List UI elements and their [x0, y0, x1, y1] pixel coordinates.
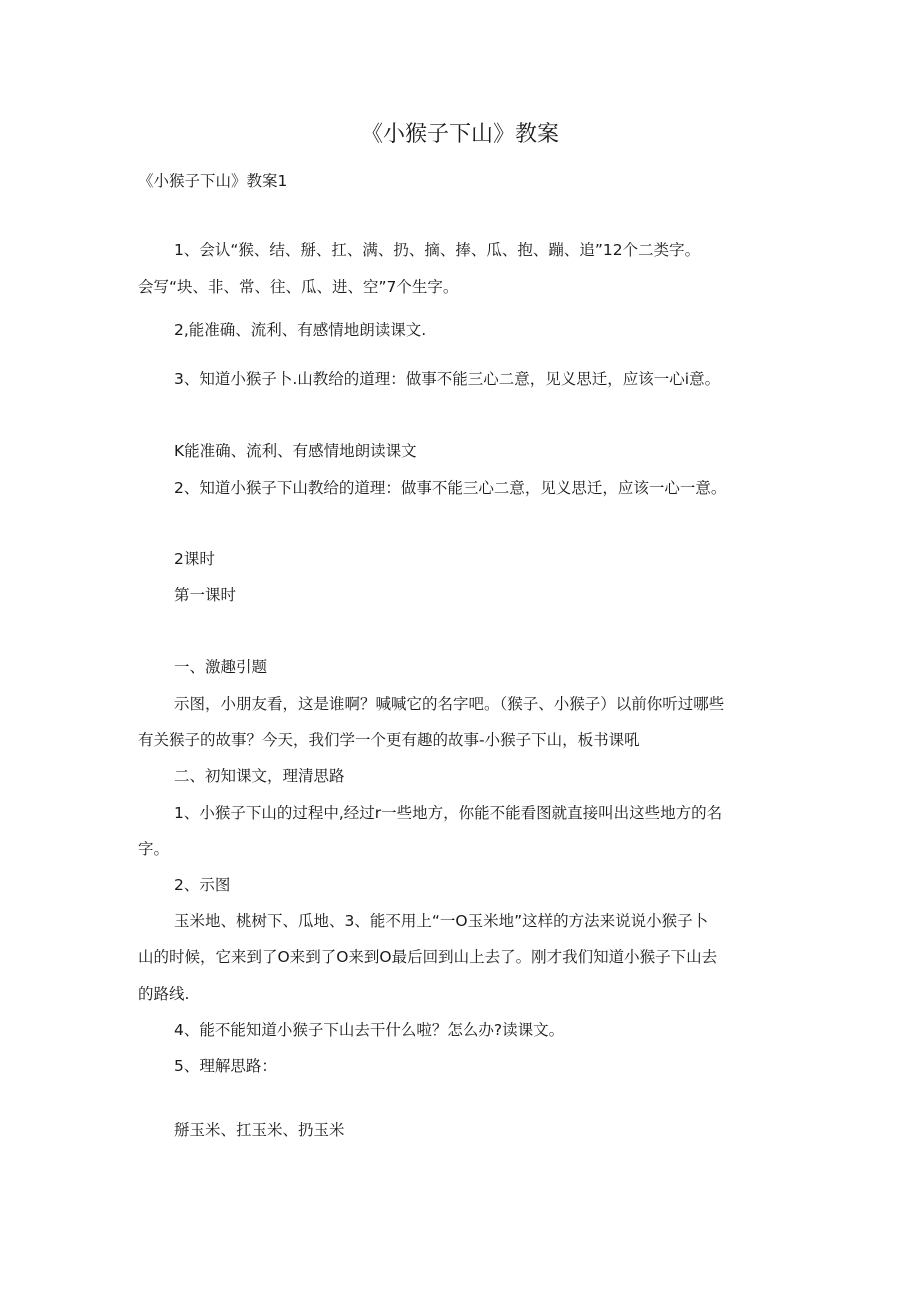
key-point-1: K能准确、流利、有感情地朗读课文 — [174, 442, 417, 460]
objective-3: 3、知道小猴子卜.山教给的道理：做事不能三心二意，见义思迁，应该一心i意。 — [174, 370, 721, 388]
key-point-2: 2、知道小猴子下山教给的道理：做事不能三心二意，见义思迁，应该一心一意。 — [174, 479, 727, 497]
first-lesson-heading: 第一课时 — [174, 586, 237, 604]
section-1-heading: 一、激趣引题 — [174, 658, 268, 676]
document-subtitle: 《小猴子下山》教案1 — [138, 172, 288, 190]
section-2-step-1-line-1: 1、小猴子下山的过程中,经过r一些地方，你能不能看图就直接叫出这些地方的名 — [174, 804, 723, 822]
objective-2: 2,能准确、流利、有感情地朗读课文. — [174, 321, 427, 339]
section-2-step-3-line-1: 玉米地、桃树下、瓜地、3、能不用上“一O玉米地”这样的方法来说说小猴子卜 — [174, 912, 709, 930]
section-2-step-5: 5、理解思路： — [174, 1057, 277, 1075]
section-2-heading: 二、初知课文，理清思路 — [174, 767, 345, 785]
section-1-para-line-1: 示图，小朋友看，这是谁啊？喊喊它的名字吧。（猴子、小猴子）以前你听过哪些 — [174, 695, 725, 713]
section-2-step-3-line-2: 山的时候，它来到了O来到了O来到O最后回到山上去了。刚才我们知道小猴子下山去 — [138, 948, 718, 966]
document-title: 《小猴子下山》教案 — [360, 122, 559, 147]
section-2-step-2: 2、示图 — [174, 876, 231, 894]
section-2-actions: 掰玉米、扛玉米、扔玉米 — [174, 1121, 345, 1139]
objective-1-line-2: 会写“块、非、常、往、瓜、进、空”7个生字。 — [138, 278, 459, 296]
section-2-step-1-line-2: 字。 — [138, 840, 170, 858]
section-1-para-line-2: 有关猴子的故事？今天，我们学一个更有趣的故事-小猴子下山，板书课吼 — [138, 731, 640, 749]
section-2-step-4: 4、能不能知道小猴子下山去干什么啦？怎么办?读课文。 — [174, 1021, 565, 1039]
section-2-step-3-line-3: 的路线. — [138, 985, 190, 1003]
objective-1-line-1: 1、会认“猴、结、掰、扛、满、扔、摘、捧、瓜、抱、蹦、追”12个二类字。 — [174, 241, 701, 259]
lesson-hours: 2课时 — [174, 550, 215, 568]
